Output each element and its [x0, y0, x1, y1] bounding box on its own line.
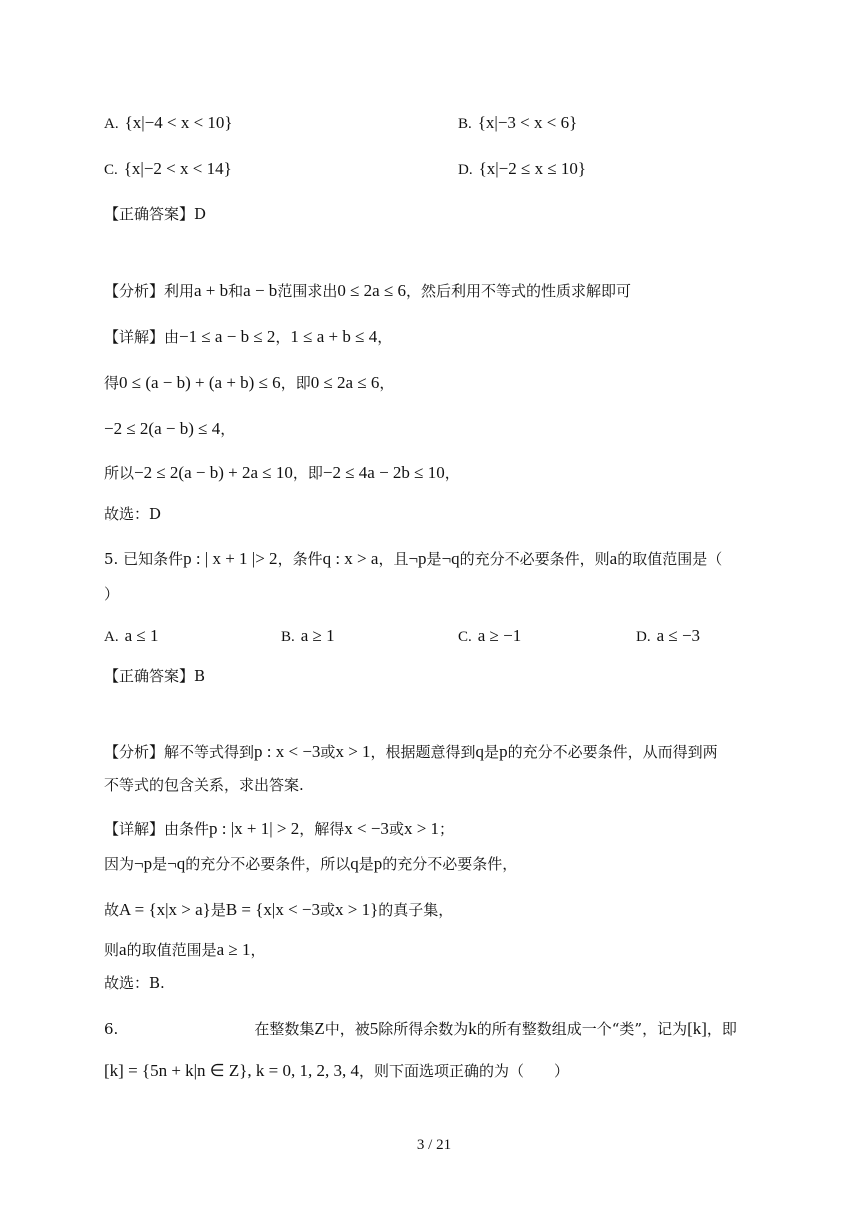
q5-stem — [104, 548, 722, 570]
text: ， — [444, 464, 460, 482]
q4-analysis — [104, 280, 631, 302]
q5-stem-cont: ） — [104, 585, 120, 603]
option-label: D. — [636, 629, 651, 645]
text: 因为 — [104, 855, 135, 873]
math: k — [468, 1019, 477, 1038]
math: a ≥ 1 — [216, 940, 251, 959]
text: 或 — [320, 901, 336, 919]
q5-answer: 【正确答案】B — [104, 667, 206, 685]
q4-detail-3 — [104, 418, 235, 440]
math: x > 1} — [335, 900, 379, 919]
text: 是 — [484, 743, 500, 761]
text: 的真子集， — [378, 901, 454, 919]
math: 1 ≤ a + b ≤ 4 — [290, 327, 378, 346]
math: ¬p — [134, 854, 153, 873]
math: −2 ≤ 2(a − b) + 2a ≤ 10 — [134, 463, 293, 482]
option-expr: a ≥ 1 — [300, 626, 335, 645]
math: a − b — [243, 281, 278, 300]
q5-detail-3 — [104, 899, 453, 921]
text: 和 — [228, 282, 244, 300]
question-number: 6. — [104, 1020, 119, 1038]
math: ¬q — [441, 549, 460, 568]
math: a + b — [194, 281, 229, 300]
q5-conclusion: 故选：B. — [104, 974, 165, 992]
math: x < −3 — [344, 819, 389, 838]
text: 的取值范围是（ — [617, 550, 723, 568]
text: 在整数集 — [254, 1020, 315, 1038]
math: q — [350, 854, 359, 873]
option-expr: a ≤ 1 — [124, 626, 159, 645]
math: 0 ≤ 2a ≤ 6 — [310, 373, 380, 392]
q4-conclusion: 故选：D — [104, 505, 162, 523]
option-label: C. — [458, 629, 472, 645]
option-expr: a ≤ −3 — [656, 626, 701, 645]
option-expr: {x|−2 ≤ x ≤ 10} — [478, 159, 587, 178]
text: 或 — [320, 743, 336, 761]
q4-detail-4 — [104, 462, 460, 484]
math: A = {x|x > a} — [119, 900, 211, 919]
text: 则 — [104, 941, 120, 959]
q5-detail-1 — [104, 818, 454, 840]
math: p — [499, 742, 508, 761]
text: ， — [250, 941, 266, 959]
math: ¬q — [167, 854, 186, 873]
text: ，即 — [292, 464, 323, 482]
q4-option-b — [458, 112, 577, 135]
text: ， — [220, 420, 236, 438]
text: 【详解】由条件 — [104, 820, 210, 838]
text: 中，被 — [324, 1020, 370, 1038]
option-label: D. — [458, 162, 473, 178]
math: −2 ≤ 2(a − b) ≤ 4 — [104, 419, 221, 438]
q4-option-d — [458, 158, 586, 181]
option-label: B. — [458, 116, 472, 132]
text: ， — [377, 328, 393, 346]
math: q — [475, 742, 485, 761]
math: p — [373, 854, 383, 873]
option-label: A. — [104, 629, 119, 645]
q5-option-d — [636, 625, 700, 648]
option-expr: {x|−3 < x < 6} — [477, 113, 578, 132]
q4-detail-2 — [104, 372, 394, 394]
math: x > 1 — [335, 742, 371, 761]
math: B = {x|x < −3 — [225, 900, 320, 919]
math: p : |x + 1| > 2 — [209, 819, 300, 838]
text: ，然后利用不等式的性质求解即可 — [406, 282, 632, 300]
text: ，即 — [280, 374, 311, 392]
q5-option-c — [458, 625, 521, 648]
q5-analysis-2: 不等式的包含关系，求出答案. — [104, 776, 304, 794]
text: 除所得余数为 — [378, 1020, 469, 1038]
q4-detail-1 — [104, 326, 392, 348]
math: a — [119, 940, 127, 959]
option-label: A. — [104, 116, 119, 132]
page-number: 3 / 21 — [416, 1137, 452, 1153]
math: a — [609, 549, 618, 568]
text: 的充分不必要条件，则 — [459, 550, 610, 568]
math: 5 — [369, 1019, 379, 1038]
text: 【详解】由 — [104, 328, 180, 346]
text: 【分析】解不等式得到 — [104, 743, 255, 761]
option-label: B. — [281, 629, 295, 645]
q6-stem-2 — [104, 1060, 569, 1082]
math: p : | x + 1 |> 2 — [183, 549, 278, 568]
math: 0 ≤ (a − b) + (a + b) ≤ 6 — [119, 373, 281, 392]
q5-detail-4 — [104, 939, 265, 961]
q6-stem-1 — [104, 1018, 737, 1040]
text: 是 — [210, 901, 226, 919]
q5-option-a — [104, 625, 158, 648]
math: x > 1 — [403, 819, 440, 838]
text: 的充分不必要条件，从而得到两 — [507, 743, 718, 761]
math: p : x < −3 — [254, 742, 321, 761]
text: 的充分不必要条件，所以 — [185, 855, 351, 873]
option-expr: {x|−2 < x < 14} — [123, 159, 232, 178]
text: ； — [439, 820, 455, 838]
math: −1 ≤ a − b ≤ 2 — [179, 327, 276, 346]
math: Z — [314, 1019, 325, 1038]
math: −2 ≤ 4a − 2b ≤ 10 — [322, 463, 445, 482]
q4-option-c — [104, 158, 232, 181]
q5-option-b — [281, 625, 335, 648]
math: q : x > a — [322, 549, 379, 568]
text: 是 — [152, 855, 168, 873]
text: ，根据题意得到 — [370, 743, 476, 761]
option-label: C. — [104, 162, 118, 178]
text: ， — [379, 374, 395, 392]
text: ，则下面选项正确的为（ ） — [359, 1062, 570, 1080]
q4-answer: 【正确答案】D — [104, 205, 207, 223]
q4-option-a — [104, 112, 233, 135]
math: [k] — [687, 1019, 707, 1038]
text: ，条件 — [277, 550, 323, 568]
text: ，且 — [378, 550, 409, 568]
option-expr: {x|−4 < x < 10} — [124, 113, 233, 132]
math: ¬p — [408, 549, 427, 568]
math: [k] = {5n + k|n ∈ Z}, k = 0, 1, 2, 3, 4 — [104, 1061, 359, 1080]
text: 【分析】利用 — [104, 282, 195, 300]
text: 的所有整数组成一个“类”，记为 — [476, 1020, 688, 1038]
text: ， — [275, 328, 291, 346]
text: ，解得 — [299, 820, 345, 838]
text: 得 — [104, 374, 120, 392]
text: 范围求出 — [277, 282, 338, 300]
option-expr: a ≥ −1 — [477, 626, 522, 645]
text: 故 — [104, 901, 120, 919]
text: ，即 — [706, 1020, 737, 1038]
text: 的充分不必要条件， — [382, 855, 518, 873]
q5-analysis-1 — [104, 741, 718, 763]
text: 的取值范围是 — [126, 941, 217, 959]
text: 是 — [358, 855, 374, 873]
text: 5. 已知条件 — [104, 550, 184, 568]
q5-detail-2 — [104, 853, 517, 875]
text: 或 — [388, 820, 404, 838]
text: 是 — [426, 550, 442, 568]
text: 所以 — [104, 464, 135, 482]
math: 0 ≤ 2a ≤ 6 — [337, 281, 407, 300]
